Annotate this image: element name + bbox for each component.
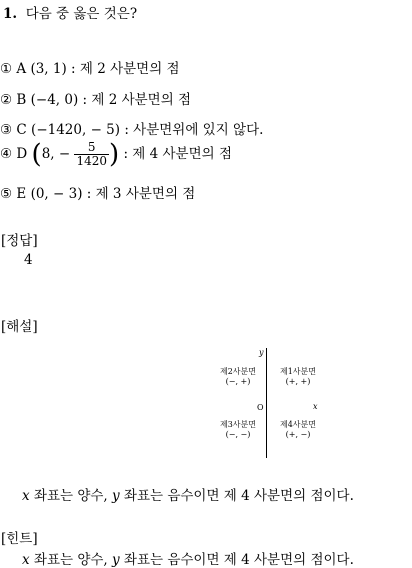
quadrant-2-label: 제2사분면 (−, +) <box>219 367 256 386</box>
quadrant-1-label: 제1사분면 (+, +) <box>279 367 316 386</box>
choice-marker: ④ <box>0 146 13 162</box>
y-var: y <box>112 552 120 568</box>
choice-marker: ③ <box>0 122 13 138</box>
choice-2[interactable] <box>0 88 191 108</box>
x-var: x <box>22 488 30 504</box>
choice-point: C <box>16 122 27 138</box>
x-var: x <box>22 552 30 568</box>
fraction-numerator: 5 <box>74 141 109 155</box>
choice-coords: (3, 1) <box>30 61 67 77</box>
choice-coords: (−4, 0) <box>30 92 79 108</box>
quadrant-4-label: 제4사분면 (+, −) <box>279 420 316 439</box>
question-title <box>3 2 137 22</box>
choice-coords: (−1420, − 5) <box>31 122 121 138</box>
question-number: 1. <box>3 6 18 22</box>
choice-4[interactable] <box>0 141 232 168</box>
right-paren: ) <box>109 139 120 170</box>
choice-5[interactable] <box>0 182 195 202</box>
fraction-denominator: 1420 <box>76 154 108 168</box>
choice-point: D <box>16 146 28 162</box>
choice-desc: : 제 4 사분면의 점 <box>123 146 233 162</box>
choice-coords: (0, − 3) <box>30 186 83 202</box>
explanation-label: [해설] <box>1 319 38 335</box>
choice-marker: ⑤ <box>0 186 13 202</box>
choice-3[interactable] <box>0 118 263 138</box>
choice-point: E <box>16 186 27 202</box>
answer-label: [정답] <box>1 233 38 249</box>
choice-marker: ① <box>0 61 13 77</box>
hint-text: x 좌표는 양수, y 좌표는 음수이면 제 4 사분면의 점이다. <box>22 552 354 568</box>
question-text: 다음 중 옳은 것은? <box>25 6 138 22</box>
choice-marker: ② <box>0 92 13 108</box>
choice-coords-prefix: 8, − <box>41 146 71 162</box>
choice-desc: : 사분면위에 있지 않다. <box>124 122 264 138</box>
choice-desc: : 제 3 사분면의 점 <box>86 186 196 202</box>
y-var: y <box>112 488 120 504</box>
y-axis-label: y <box>259 348 264 357</box>
explanation-text: x 좌표는 양수, y 좌표는 음수이면 제 4 사분면의 점이다. <box>22 488 354 504</box>
choice-desc: : 제 2 사분면의 점 <box>71 61 180 77</box>
choice-point: B <box>16 92 27 108</box>
x-axis-label: x <box>313 402 318 411</box>
answer-value: 4 <box>24 252 33 268</box>
y-axis-line <box>266 348 267 458</box>
hint-label: [힌트] <box>1 531 38 547</box>
choice-1[interactable] <box>0 57 180 77</box>
choice-point: A <box>16 61 27 77</box>
fraction <box>74 141 109 168</box>
origin-label: O <box>257 403 264 412</box>
choice-desc: : 제 2 사분면의 점 <box>82 92 192 108</box>
left-paren: ( <box>31 139 42 170</box>
quadrant-diagram <box>208 348 338 458</box>
quadrant-3-label: 제3사분면 (−, −) <box>219 420 256 439</box>
